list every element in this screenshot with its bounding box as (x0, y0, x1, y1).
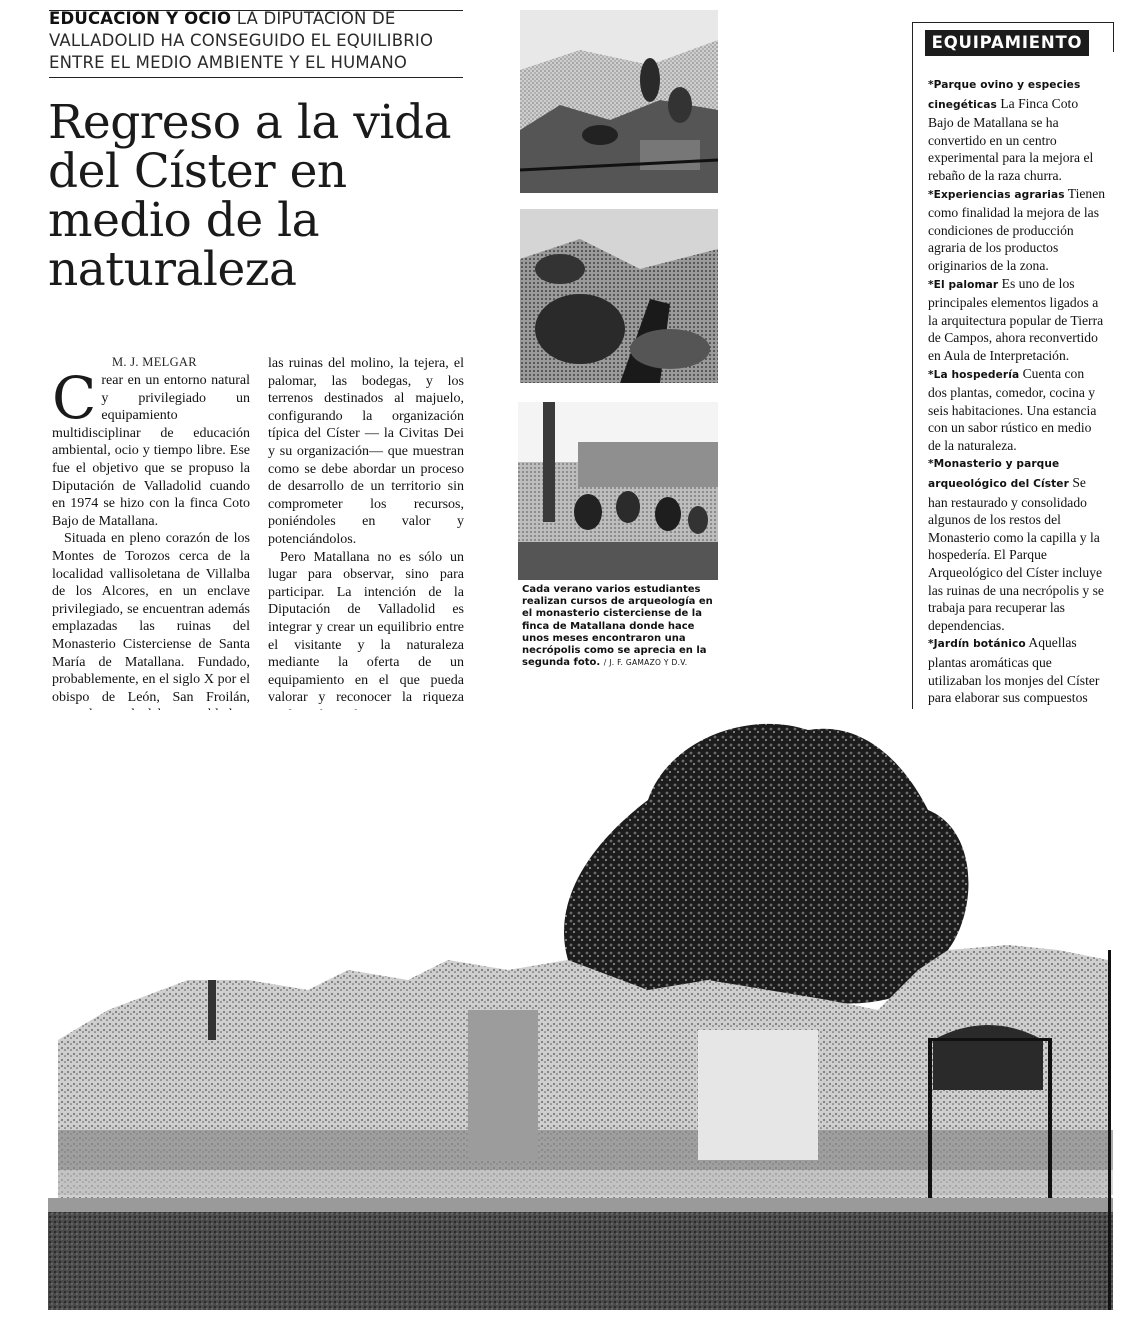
kicker-section: EDUCACION Y OCIO (49, 9, 232, 28)
sidebar-list (928, 75, 1106, 760)
photo-caption (522, 584, 718, 669)
sidebar-left-rule (912, 22, 913, 709)
sidebar-top-rule (913, 22, 1113, 23)
sidebar-item: *La hospedería Cuenta con dos plantas, comedor, cocina y seis habitaciones. Una estancia con un sabor rústico en medio de la naturaleza. (928, 365, 1097, 453)
kicker-bottom-rule (49, 77, 463, 78)
article-paragraph-5: las ruinas del molino, la tejera, el palomar, las bodegas, y los terrenos destinados al majuelo, configurando la organización típica del Císter — la Civitas Dei y su organización— que muestran como se debe abordar un proceso de desarrollo de un territorio sin comprometer los recursos, poniéndoles en valor y potenciándolos. (268, 356, 464, 547)
sidebar-right-rule (1113, 22, 1114, 52)
byline: M. J. MELGAR (112, 355, 197, 369)
photo-monastery-ruins (48, 710, 1113, 1310)
sidebar-item: *Experiencias agrarias Tienen como finalidad la mejora de las condiciones de producción agraria de los productos originarios de la zona. (928, 185, 1106, 273)
headline: Regreso a la vida del Císter en medio de la naturaleza (48, 95, 452, 297)
sidebar-item: *Parque ovino y especies cinegéticas La Finca Coto Bajo de Matallana se ha convertido en un centro experimental para la mejora el rebaño de la raza churra. (928, 79, 1094, 183)
sidebar-item: *Jardín botánico Aquellas plantas aromáticas que utilizaban los monjes del Císter para elaborar sus compuestos (928, 635, 1100, 706)
caption-text: Cada verano varios estudiantes realizan cursos de arqueología en el monasterio cisterciense de la finca de Matallana donde hace unos meses encontraron una necrópolis como se aprecia en la segunda foto. (522, 584, 713, 669)
article-paragraph-6: Pero Matallana no es sólo un lugar para observar, sino para participar. La intención de la Diputación de Valladolid es integrar y crear un equilibrio entre el visitante y la naturaleza mediante la oferta de un equipamiento en el que pueda valorar y reconocer la riqueza (268, 549, 464, 706)
kicker-deck: LA DIPUTACION DE VALLADOLID HA CONSEGUIDO EL EQUILIBRIO ENTRE EL MEDIO AMBIENTE Y EL HUMANO (49, 9, 434, 72)
photo-excavation-students (520, 10, 718, 193)
sidebar-title: EQUIPAMIENTO (925, 30, 1089, 56)
photo-necropolis (520, 209, 718, 383)
article-paragraph-1: Crear en un entorno natural y privilegiado un equipamiento multidisciplinar de educación ambiental, ocio y tiempo libre. Ese fue el objetivo que se propuso la Diputación de Valladolid cuando en 1974 se hizo con la finca Coto Bajo de Matallana. (52, 364, 250, 529)
photo-students-group (518, 402, 718, 580)
sidebar-item: *Monasterio y parque arqueológico del Císter Se han restaurado y consolidado algunos de los restos del Monasterio como la capilla y la hospedería. El Parque Arqueológico del Císter incluye las ruinas de una necrópolis y se trabaja para recuperar las dependencias. (928, 458, 1104, 633)
article-paragraph-2: Situada en pleno corazón de los Montes de Torozos cerca de la localidad vallisoletana de Villalba de los Alcores, en un enclave privilegiado, se encuentran además emplazadas las ruinas del Monasterio Cisterciense de Santa María de Matallana. Fundado, probablemente, en el siglo X por el obispo de León, San Froilán, (52, 531, 250, 705)
dropcap: C (52, 364, 97, 432)
kicker (49, 8, 463, 74)
photo-credit: / J. F. GAMAZO Y D.V. (603, 658, 688, 668)
sidebar-item: *El palomar Es uno de los principales elementos ligados a la arquitectura popular de Tierra de Campos, ahora reconvertido en Aula de Interpretación. (928, 275, 1104, 363)
